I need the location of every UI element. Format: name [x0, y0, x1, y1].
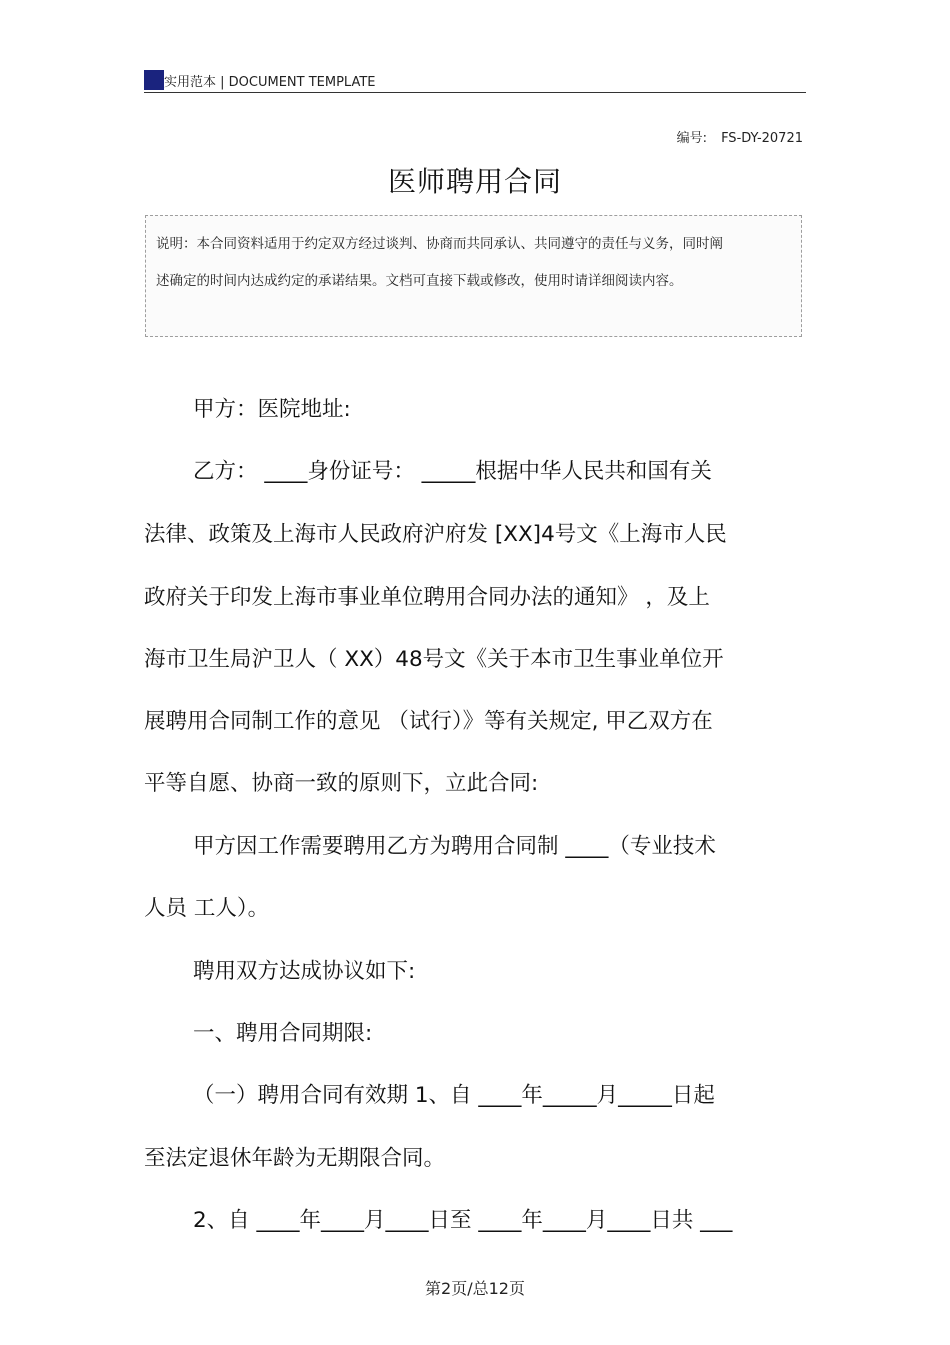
body-line: 聘用双方达成协议如下: [193, 959, 416, 984]
body-line: 2、自 ____年____月____日至 ____年____月____日共 ___ [193, 1208, 733, 1233]
body-line: 甲方因工作需要聘用乙方为聘用合同制 ____（专业技术 [193, 834, 716, 859]
doc-number-label: 编号: [676, 131, 708, 146]
body-line: 展聘用合同制工作的意见 （试行）》等有关规定, 甲乙双方在 [144, 709, 713, 734]
header-divider [144, 92, 806, 93]
header-title: 实用范本 | DOCUMENT TEMPLATE [164, 75, 376, 90]
doc-number-value: FS-DY-20721 [721, 131, 803, 146]
body-line: 甲方：医院地址: [193, 397, 351, 422]
note-text: 说明：本合同资料适用于约定双方经过谈判、协商而共同承认、共同遵守的责任与义务，同时阐述确定的时间内达成约定的承诺结果。文档可直接下载或修改，使用时请详细阅读内容。 [156, 236, 723, 289]
body-line: 政府关于印发上海市事业单位聘用合同办法的通知》 ，及上 [144, 585, 710, 610]
body-line: 海市卫生局沪卫人（ XX）48号文《关于本市卫生事业单位开 [144, 647, 724, 672]
doc-number [677, 127, 803, 146]
body-line: 法律、政策及上海市人民政府沪府发 [XX]4号文《上海市人民 [144, 522, 727, 547]
body-line: 人员 工人）。 [144, 896, 270, 921]
body-line: （一）聘用合同有效期 1、自 ____年_____月_____日起 [193, 1083, 715, 1108]
body-line: 至法定退休年龄为无期限合同。 [144, 1146, 446, 1171]
note-box [145, 215, 802, 337]
page-footer: 第2页/总12页 [425, 1279, 525, 1298]
body-line: 乙方： ____身份证号： _____根据中华人民共和国有关 [193, 459, 712, 484]
page-title: 医师聘用合同 [387, 165, 562, 198]
body-line: 平等自愿、协商一致的原则下，立此合同: [144, 771, 539, 796]
body-line: 一、聘用合同期限: [193, 1021, 373, 1046]
header-logo-square [144, 70, 164, 90]
